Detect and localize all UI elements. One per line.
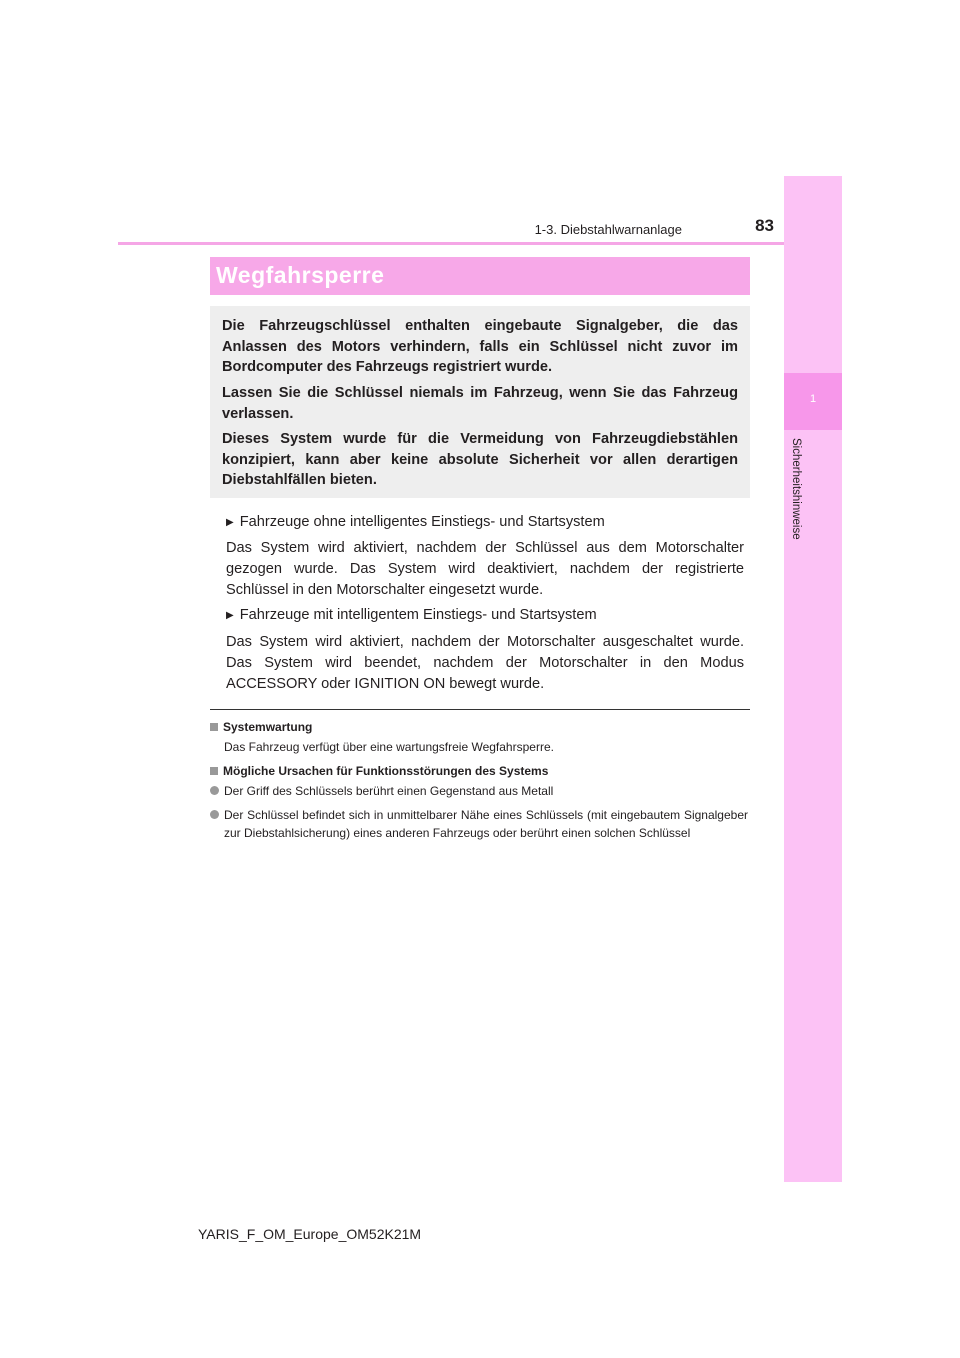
body-paragraph: Das System wird aktiviert, nachdem der Motorschalter ausgeschaltet wurde. Das System wird beendet, nachdem der Motorschalter in den Modus ACCESSORY oder IGNITION ON bewegt wurde. bbox=[226, 634, 744, 692]
chapter-number: 1 bbox=[809, 393, 817, 405]
sub-heading-text: Fahrzeuge ohne intelligentes Einstiegs- und Startsystem bbox=[239, 514, 605, 530]
list-item bbox=[210, 782, 748, 800]
triangle-bullet-icon: ▶ bbox=[226, 517, 234, 528]
body-paragraph: Das System wird aktiviert, nachdem der Schlüssel aus dem Motorschalter gezogen wurde. Das System wird deaktiviert, nachdem der registrierte Schlüssel in den Motorschalter eingesetzt wurde. bbox=[226, 540, 744, 598]
circle-bullet-icon bbox=[210, 786, 219, 795]
note-text: Das Fahrzeug verfügt über eine wartungsfreie Wegfahrsperre. bbox=[224, 740, 554, 754]
note-heading bbox=[210, 720, 312, 734]
section-divider bbox=[210, 709, 750, 710]
page-number: 83 bbox=[755, 216, 774, 235]
triangle-bullet-icon: ▶ bbox=[226, 610, 234, 621]
list-item bbox=[210, 806, 748, 842]
intro-paragraph: Dieses System wurde für die Vermeidung von Fahrzeugdiebstählen konzipiert, kann aber keine absolute Sicherheit vor allen derartigen Diebstahlfällen bieten. bbox=[222, 431, 738, 488]
sub-heading bbox=[226, 514, 605, 530]
intro-paragraph: Lassen Sie die Schlüssel niemals im Fahrzeug, wenn Sie das Fahrzeug verlassen. bbox=[222, 385, 738, 422]
note-heading bbox=[210, 764, 548, 778]
intro-box bbox=[210, 306, 750, 498]
header-divider bbox=[118, 242, 842, 245]
note-heading-text: Mögliche Ursachen für Funktionsstörungen des Systems bbox=[223, 764, 549, 778]
square-bullet-icon bbox=[210, 767, 218, 775]
document-footer: YARIS_F_OM_Europe_OM52K21M bbox=[198, 1226, 422, 1242]
section-title: Wegfahrsperre bbox=[216, 262, 385, 288]
note-heading-text: Systemwartung bbox=[223, 720, 313, 734]
section-reference: 1-3. Diebstahlwarnanlage bbox=[534, 222, 682, 237]
list-item-text: Der Schlüssel befindet sich in unmittelbarer Nähe eines Schlüssels (mit eingebautem Signalgeber zur Diebstahlsicherung) eines anderen Fahrzeugs oder berührt einen solchen Schlüssel bbox=[224, 808, 748, 840]
sub-heading bbox=[226, 607, 597, 623]
square-bullet-icon bbox=[210, 723, 218, 731]
chapter-title: Sicherheitshinweise bbox=[790, 438, 802, 540]
intro-paragraph: Die Fahrzeugschlüssel enthalten eingebaute Signalgeber, die das Anlassen des Motors verhindern, falls ein Schlüssel nicht zuvor im Bordcomputer des Fahrzeugs registriert wurde. bbox=[222, 318, 738, 375]
chapter-side-tab bbox=[784, 176, 842, 1182]
circle-bullet-icon bbox=[210, 810, 219, 819]
list-item-text: Der Griff des Schlüssels berührt einen Gegenstand aus Metall bbox=[224, 784, 554, 798]
sub-heading-text: Fahrzeuge mit intelligentem Einstiegs- und Startsystem bbox=[239, 607, 597, 623]
